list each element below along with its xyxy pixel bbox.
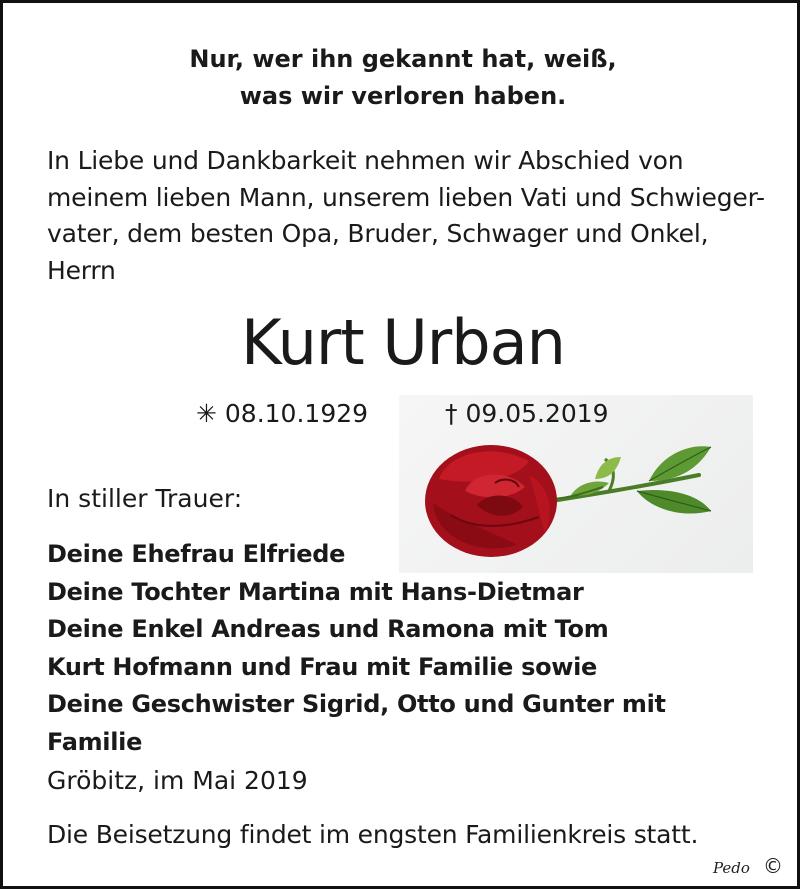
intro-line: In Liebe und Dankbarkeit nehmen wir Abschied von	[47, 146, 684, 175]
intro-line: vater, dem besten Opa, Bruder, Schwager und Onkel,	[47, 219, 709, 248]
mourner: Deine Tochter Martina mit Hans-Dietmar	[47, 577, 584, 606]
intro-line: meinem lieben Mann, unserem lieben Vati und Schwieger-	[47, 182, 765, 212]
designer-signature	[713, 856, 783, 878]
birth-date: ✳ 08.10.1929	[196, 399, 369, 428]
signature-script: Pedo	[712, 859, 750, 877]
mourning-label: In stiller Trauer:	[47, 484, 243, 513]
mourners-list	[47, 536, 767, 761]
place-date: Gröbitz, im Mai 2019	[47, 766, 308, 795]
quote-line: Nur, wer ihn gekannt hat, weiß,	[189, 45, 617, 73]
intro-line: Herrn	[47, 255, 116, 285]
mourner: Deine Geschwister Sigrid, Otto und Gunter mit Familie	[47, 690, 666, 756]
burial-note: Die Beisetzung findet im engsten Familienkreis statt.	[47, 820, 699, 849]
copyright-icon: ©	[763, 854, 783, 878]
intro-text	[47, 143, 777, 289]
memorial-quote	[3, 41, 800, 115]
quote-line: was wir verloren haben.	[239, 82, 567, 110]
mourner: Kurt Hofmann und Frau mit Familie sowie	[47, 652, 598, 681]
death-date: † 09.05.2019	[445, 399, 609, 428]
deceased-name: Kurt Urban	[241, 306, 565, 379]
mourner: Deine Enkel Andreas und Ramona mit Tom	[47, 615, 609, 643]
mourner: Deine Ehefrau Elfriede	[47, 540, 346, 568]
